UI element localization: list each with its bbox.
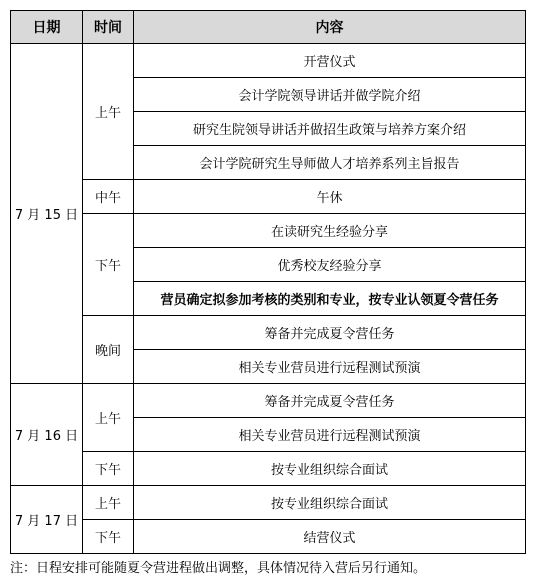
time-cell: 下午 bbox=[83, 452, 134, 486]
schedule-body bbox=[11, 44, 526, 554]
content-cell: 研究生院领导讲话并做招生政策与培养方案介绍 bbox=[134, 112, 526, 146]
table-row bbox=[11, 180, 526, 214]
time-cell: 上午 bbox=[83, 384, 134, 452]
content-cell: 结营仪式 bbox=[134, 520, 526, 554]
content-cell: 按专业组织综合面试 bbox=[134, 452, 526, 486]
content-cell: 在读研究生经验分享 bbox=[134, 214, 526, 248]
table-row bbox=[11, 486, 526, 520]
header-time: 时间 bbox=[83, 11, 134, 44]
time-cell: 下午 bbox=[83, 520, 134, 554]
date-cell: 7 月 16 日 bbox=[11, 384, 83, 486]
table-row bbox=[11, 316, 526, 350]
schedule-table bbox=[10, 10, 526, 554]
schedule-note: 注：日程安排可能随夏令营进程做出调整，具体情况待入营后另行通知。 bbox=[10, 561, 427, 576]
content-cell: 会计学院研究生导师做人才培养系列主旨报告 bbox=[134, 146, 526, 180]
content-cell: 按专业组织综合面试 bbox=[134, 486, 526, 520]
date-cell: 7 月 17 日 bbox=[11, 486, 83, 554]
table-header-row bbox=[11, 11, 526, 44]
table-row bbox=[11, 44, 526, 78]
content-cell: 筹备并完成夏令营任务 bbox=[134, 384, 526, 418]
time-cell: 晚间 bbox=[83, 316, 134, 384]
time-cell: 上午 bbox=[83, 486, 134, 520]
content-cell: 营员确定拟参加考核的类别和专业，按专业认领夏令营任务 bbox=[134, 282, 526, 316]
table-row bbox=[11, 520, 526, 554]
content-cell: 优秀校友经验分享 bbox=[134, 248, 526, 282]
content-cell: 相关专业营员进行远程测试预演 bbox=[134, 350, 526, 384]
table-row bbox=[11, 384, 526, 418]
content-cell: 午休 bbox=[134, 180, 526, 214]
table-row bbox=[11, 214, 526, 248]
content-cell: 会计学院领导讲话并做学院介绍 bbox=[134, 78, 526, 112]
header-date: 日期 bbox=[11, 11, 83, 44]
time-cell: 上午 bbox=[83, 44, 134, 180]
content-cell: 筹备并完成夏令营任务 bbox=[134, 316, 526, 350]
time-cell: 下午 bbox=[83, 214, 134, 316]
content-cell: 相关专业营员进行远程测试预演 bbox=[134, 418, 526, 452]
time-cell: 中午 bbox=[83, 180, 134, 214]
content-cell: 开营仪式 bbox=[134, 44, 526, 78]
date-cell: 7 月 15 日 bbox=[11, 44, 83, 384]
header-content: 内容 bbox=[134, 11, 526, 44]
table-row bbox=[11, 452, 526, 486]
